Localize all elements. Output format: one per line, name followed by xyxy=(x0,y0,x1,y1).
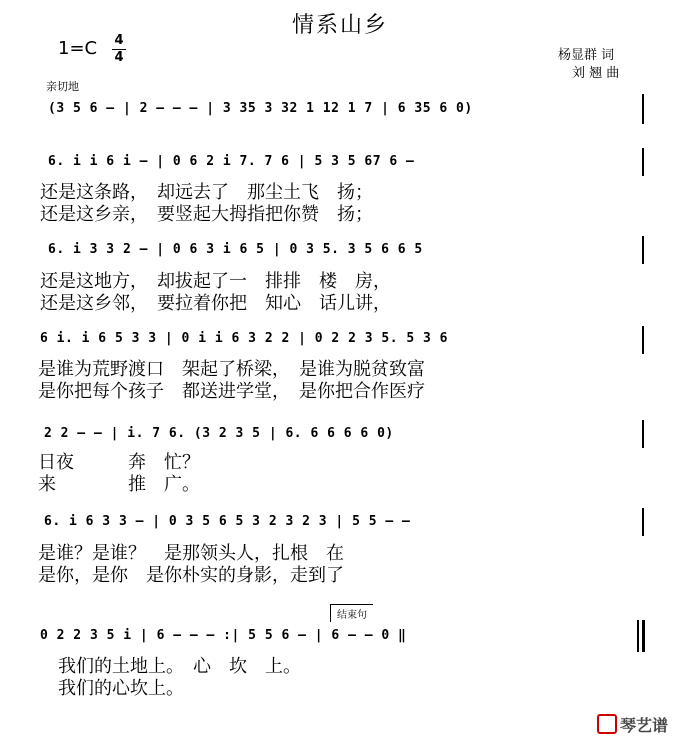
notation-line: (3 5 6 – | 2 – – – | 3 35 3 32 1 12 1 7 | 6 35 6 0) xyxy=(48,101,473,116)
lyric-verse-1: 是谁为荒野渡口 架起了桥梁， 是谁为脱贫致富 xyxy=(38,359,425,380)
notation-line: 0 2 2 3 5 i | 6 – – – :| 5 5 6 – | 6 – – 0 ‖ xyxy=(40,628,407,643)
notation-line: 6. i 3 3 2 – | 0 6 3 i 6 5 | 0 3 5. 3 5 6 6 5 xyxy=(48,242,423,257)
lyric-verse-1: 日夜 奔 忙？ xyxy=(38,452,200,473)
lyric-verse-1: 还是这条路， 却远去了 那尘土飞 扬； xyxy=(40,182,373,203)
notation-line: 2 2 – – | i. 7 6. (3 2 3 5 | 6. 6 6 6 6 0) xyxy=(44,426,394,441)
notation-line: 6. i 6 3 3 – | 0 3 5 6 5 3 2 3 2 3 | 5 5 – – xyxy=(44,514,411,529)
notation-line: 6 i. i 6 5 3 3 | 0 i i 6 3 2 2 | 0 2 2 3 5. 5 3 6 xyxy=(40,331,449,346)
lyric-verse-1: 我们的土地上。 心 坎 上。 xyxy=(58,656,301,677)
lyric-verse-2: 来 推 广。 xyxy=(38,474,200,495)
composer-credit: 刘 翘 曲 xyxy=(572,66,620,81)
notation-line: 6. i i 6 i – | 0 6 2 i 7. 7 6 | 5 3 5 67 6 – xyxy=(48,154,415,169)
meter-bottom: 4 xyxy=(114,50,124,65)
key-signature: 1=C xyxy=(58,38,98,59)
lyric-verse-2: 还是这乡邻， 要拉着你把 知心 话儿讲， xyxy=(40,293,391,314)
lyric-verse-1: 是谁？是谁？ 是那领头人，扎根 在 xyxy=(38,543,344,564)
lyric-verse-2: 是你把每个孩子 都送进学堂， 是你把合作医疗 xyxy=(38,381,425,402)
lyricist-credit: 杨显群 词 xyxy=(558,48,615,63)
lyric-verse-2: 是你，是你 是你朴实的身影，走到了 xyxy=(38,565,344,586)
meter-top: 4 xyxy=(114,33,124,48)
song-title: 情系山乡 xyxy=(291,13,388,38)
time-signature xyxy=(112,34,126,65)
lyric-verse-2: 我们的心坎上。 xyxy=(58,678,184,699)
lyric-verse-2: 还是这乡亲， 要竖起大拇指把你赞 扬； xyxy=(40,204,373,225)
tempo-marking: 亲切地 xyxy=(46,80,79,93)
lyric-verse-1: 还是这地方， 却拔起了一 排排 楼 房， xyxy=(40,271,391,292)
watermark-text: 琴艺谱 xyxy=(619,716,668,735)
ending-section-label: 结束句 xyxy=(330,604,373,622)
site-watermark xyxy=(597,713,668,736)
logo-icon xyxy=(597,714,617,734)
